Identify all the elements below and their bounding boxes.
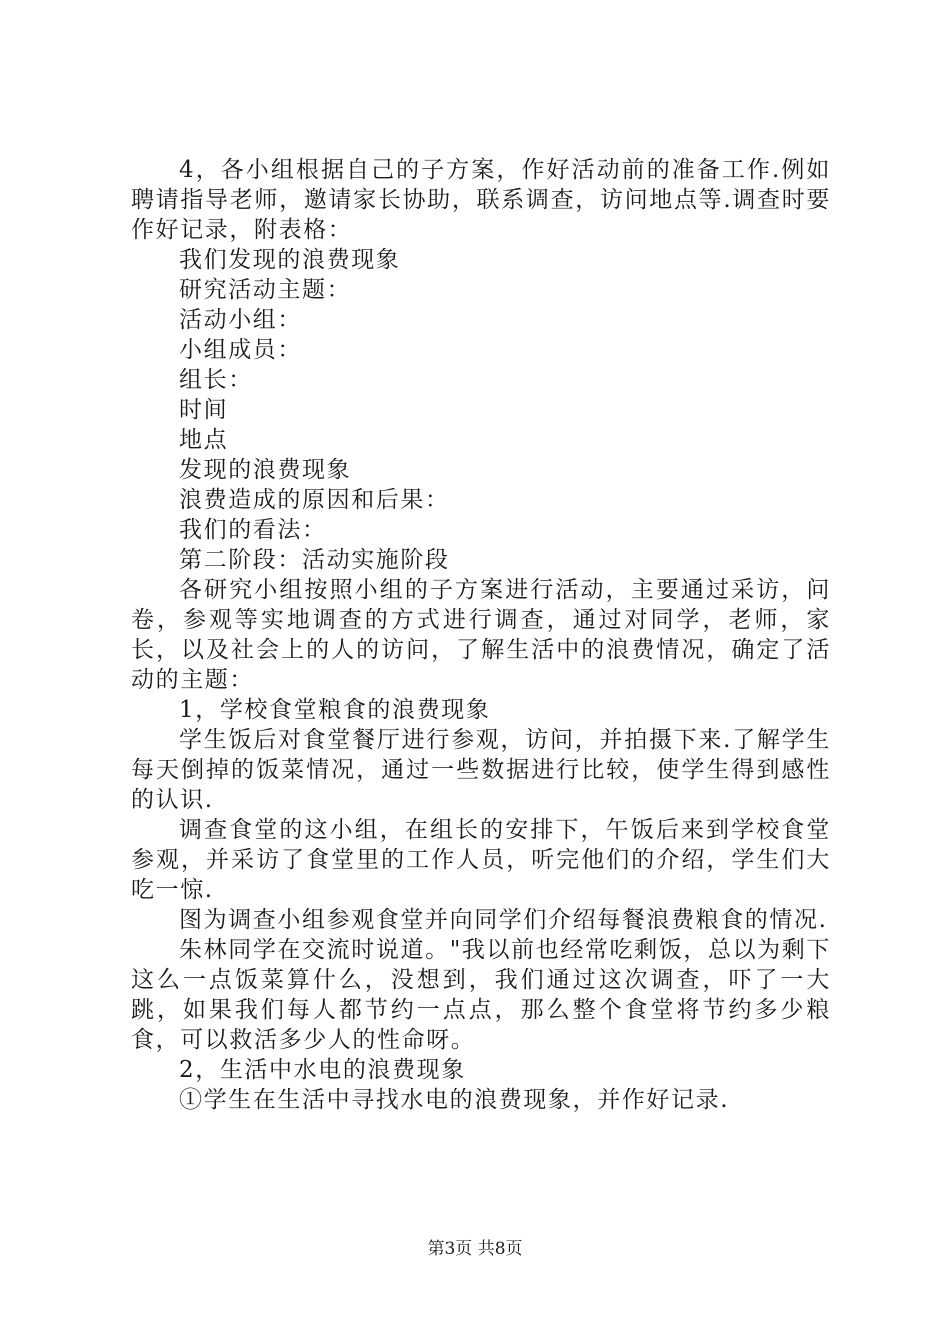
document-body	[131, 155, 831, 1115]
paragraph-student-quote: 朱林同学在交流时说道。"我以前也经常吃剩饭，总以为剩下这么一点饭菜算什么，没想到，我们通过这次调查，吓了一大跳，如果我们每人都节约一点点，那么整个食堂将节约多少粮食，可以救活多少人的性命呀。	[131, 937, 831, 1053]
subheading-canteen: 1，学校食堂粮食的浪费现象	[179, 697, 491, 723]
form-field-topic: 研究活动主题：	[179, 277, 352, 303]
paragraph-canteen-visit: 学生饭后对食堂餐厅进行参观，访问，并拍摄下来.了解学生每天倒掉的饭菜情况，通过一些数据进行比较，使学生得到感性的认识.	[131, 727, 831, 813]
paragraph-water-electricity: ①学生在生活中寻找水电的浪费现象，并作好记录.	[179, 1087, 730, 1113]
form-field-members: 小组成员：	[179, 337, 302, 363]
form-field-leader: 组长：	[179, 367, 253, 393]
paragraph-canteen-group: 调查食堂的这小组，在组长的安排下，午饭后来到学校食堂参观，并采访了食堂里的工作人员，听完他们的介绍，学生们大吃一惊.	[131, 817, 831, 903]
form-field-location: 地点	[179, 427, 229, 453]
form-field-waste-found: 发现的浪费现象	[179, 457, 352, 483]
form-field-opinion: 我们的看法：	[179, 517, 327, 543]
page-number-footer: 第3页 共8页	[427, 1239, 523, 1259]
form-title: 我们发现的浪费现象	[179, 247, 401, 273]
section-heading-stage-two: 第二阶段：活动实施阶段	[179, 547, 450, 573]
paragraph-photo-caption: 图为调查小组参观食堂并向同学们介绍每餐浪费粮食的情况.	[179, 907, 828, 933]
paragraph-preparation: 4，各小组根据自己的子方案，作好活动前的准备工作.例如聘请指导老师，邀请家长协助，联系调查，访问地点等.调查时要作好记录，附表格：	[131, 157, 831, 243]
form-field-time: 时间	[179, 397, 229, 423]
form-field-group: 活动小组：	[179, 307, 302, 333]
paragraph-stage-two: 各研究小组按照小组的子方案进行活动，主要通过采访，问卷，参观等实地调查的方式进行调查，通过对同学，老师，家长，以及社会上的人的访问，了解生活中的浪费情况，确定了活动的主题：	[131, 577, 831, 693]
form-field-causes: 浪费造成的原因和后果：	[179, 487, 450, 513]
subheading-water-electricity: 2，生活中水电的浪费现象	[179, 1057, 466, 1083]
